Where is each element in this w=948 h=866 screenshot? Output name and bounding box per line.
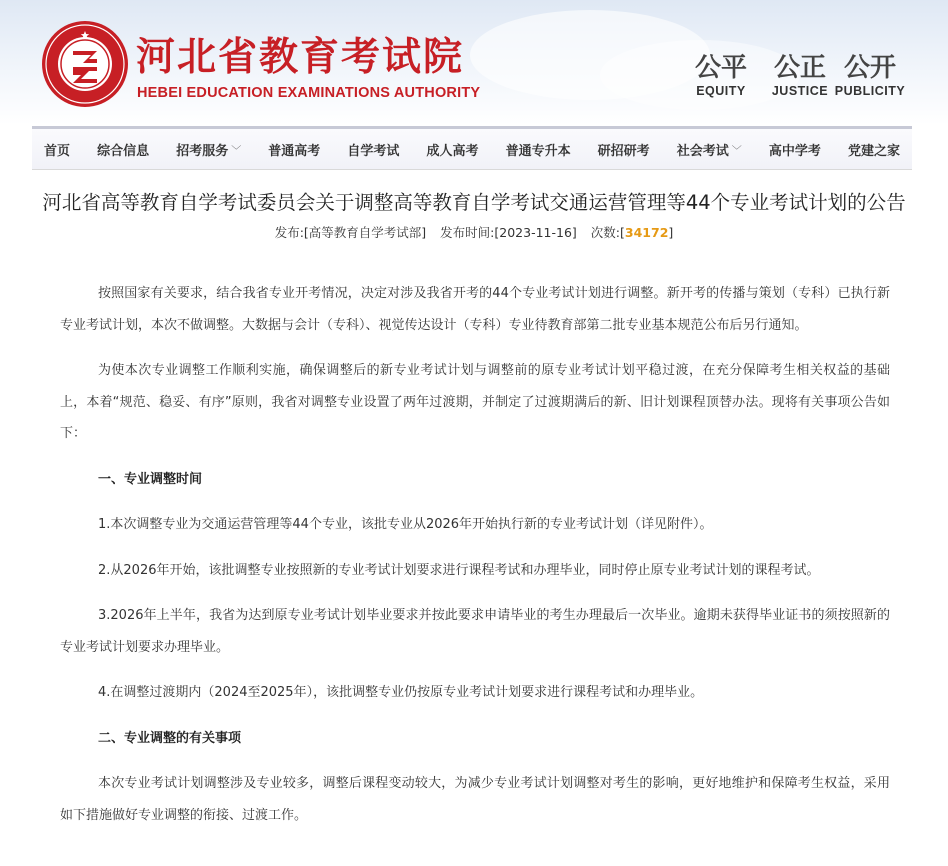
article-title: 河北省高等教育自学考试委员会关于调整高等教育自学考试交通运营管理等44个专业考试计划的公告 — [42, 191, 906, 214]
motto-publicity-en: PUBLICITY — [834, 84, 906, 98]
nav-item-upgrade-exam[interactable] — [506, 140, 571, 159]
motto-justice — [762, 52, 838, 98]
nav-item-label: 首页 — [44, 143, 71, 159]
site-header — [0, 0, 948, 125]
paragraph: 2.从2026年开始，该批调整专业按照新的专业考试计划要求进行课程考试和办理毕业，同时停止原专业考试计划的课程考试。 — [98, 562, 820, 578]
section-heading: 二、专业调整的有关事项 — [98, 730, 242, 746]
nav-item-label: 自学考试 — [347, 143, 400, 159]
motto-justice-en: JUSTICE — [771, 84, 829, 98]
nav-item-gaokao[interactable] — [268, 140, 320, 159]
nav-item-adult-exam[interactable] — [426, 140, 478, 159]
motto-publicity — [834, 52, 906, 98]
nav-item-label: 党建之家 — [847, 143, 900, 159]
nav-item-label: 综合信息 — [97, 143, 150, 159]
motto-justice-cn: 公正 — [773, 53, 826, 83]
nav-item-label: 研招研考 — [597, 143, 650, 159]
nav-item-label: 高中学考 — [768, 143, 821, 159]
chevron-down-icon: ﹀ — [231, 145, 242, 157]
meta-time-label: 发布时间: — [440, 225, 495, 240]
meta-publisher: [高等教育自学考试部] — [303, 225, 427, 240]
main-nav — [32, 126, 912, 170]
article-meta — [0, 223, 948, 241]
chevron-down-icon: ﹀ — [731, 145, 742, 157]
paragraph: 按照国家有关要求，结合我省专业开考情况，决定对涉及我省开考的44个专业考试计划进行调整。新开考的传播与策划（专科）已执行新专业考试计划，本次不做调整。大数据与会计（专科）、视觉传达设计（专科）专业待教育部第二批专业基本规范公布后另行通知。 — [60, 286, 890, 333]
site-name-cn[interactable]: 河北省教育考试院 — [136, 35, 465, 80]
paragraph: 3.2026年上半年，我省为达到原专业考试计划毕业要求并按此要求申请毕业的考生办理最后一次毕业。逾期未获得毕业证书的须按照新的专业考试计划要求办理毕业。 — [60, 608, 890, 655]
nav-item-label: 招考服务 — [176, 143, 229, 159]
meta-publisher-label: 发布: — [274, 225, 304, 240]
nav-item-label: 普通专升本 — [505, 143, 571, 159]
site-name-en[interactable]: HEBEI EDUCATION EXAMINATIONS AUTHORITY — [137, 85, 481, 101]
paragraph: 1.本次调整专业为交通运营管理等44个专业，该批专业从2026年开始执行新的专业考试计划（详见附件）。 — [98, 517, 713, 532]
nav-item-party-building[interactable] — [848, 140, 900, 159]
nav-item-label: 普通高考 — [268, 143, 321, 159]
nav-item-exam-services[interactable] — [176, 140, 241, 159]
nav-item-home[interactable] — [44, 140, 70, 159]
motto-equity-en: EQUITY — [696, 84, 746, 98]
paragraph: 4.在调整过渡期内（2024至2025年），该批调整专业仍按原专业考试计划要求进行课程考试和办理毕业。 — [98, 685, 704, 700]
motto-equity-cn: 公平 — [694, 53, 747, 83]
paragraph: 为使本次专业调整工作顺利实施，确保调整后的新专业考试计划与调整前的原专业考试计划平稳过渡，在充分保障考生相关权益的基础上，本着“规范、稳妥、有序”原则，我省对调整专业设置了两年过渡期，并制定了过渡期满后的新、旧计划课程顶替办法。现将有关事项公告如下： — [60, 363, 890, 441]
nav-item-label: 社会考试 — [676, 143, 729, 159]
emblem-seal-icon[interactable] — [40, 19, 130, 109]
motto-equity — [690, 52, 752, 98]
nav-item-graduate-exam[interactable] — [598, 140, 650, 159]
section-heading: 一、专业调整时间 — [98, 471, 203, 487]
meta-views-close: ] — [668, 225, 674, 240]
meta-view-count: 34172 — [624, 225, 669, 240]
nav-item-label: 成人高考 — [426, 143, 479, 159]
nav-item-social-exam[interactable] — [677, 140, 742, 159]
motto-publicity-cn: 公开 — [843, 53, 896, 83]
nav-item-high-school-exam[interactable] — [769, 140, 821, 159]
paragraph: 本次专业考试计划调整涉及专业较多，调整后课程变动较大，为减少专业考试计划调整对考生的影响，更好地维护和保障考生权益，采用如下措施做好专业调整的衔接、过渡工作。 — [60, 776, 890, 823]
article-body — [60, 278, 890, 845]
meta-views-label: 次数: — [590, 225, 621, 240]
nav-item-general-info[interactable] — [97, 140, 149, 159]
meta-views-open: [ — [620, 225, 625, 240]
nav-item-self-study-exam[interactable] — [347, 140, 399, 159]
meta-time: [2023-11-16] — [494, 225, 577, 240]
